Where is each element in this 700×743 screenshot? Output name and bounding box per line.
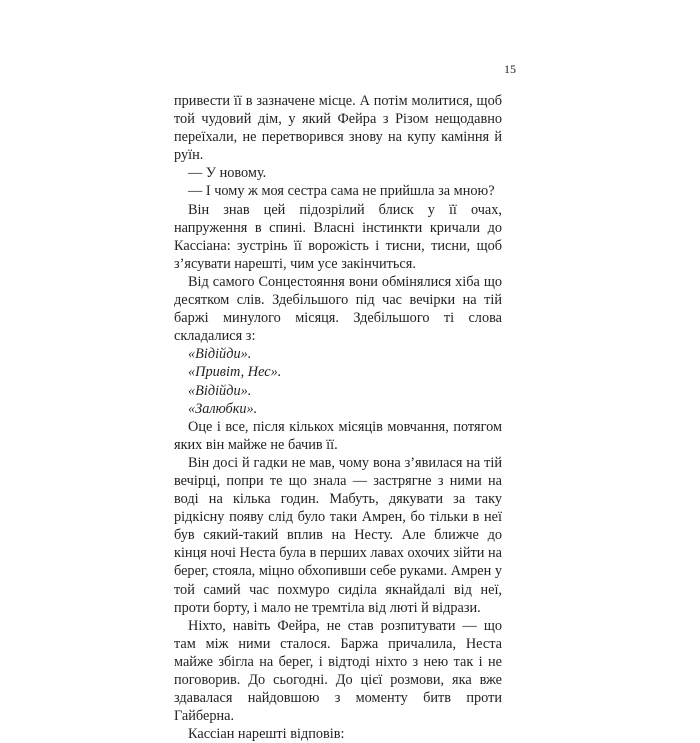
paragraph: привести її в зазначене місце. А потім молитися, щоб той чудовий дім, у який Фейра з Різом нещодавно переїхали, не перетворився знову на купу каміння й руїн. (174, 93, 502, 164)
paragraph: Кассіан нарешті відповів: (188, 726, 345, 743)
quoted-phrase: «Відійди». (188, 346, 252, 363)
dialogue-line: — У новому. (188, 165, 267, 182)
quoted-phrase: «Привіт, Нес». (188, 364, 282, 381)
paragraph: Від самого Сонцестояння вони обмінялися хіба що десятком слів. Здебільшого під час вечірки на тій баржі минулого місяця. Здебільшого ті слова складалися з: (174, 273, 502, 345)
paragraph: Ніхто, навіть Фейра, не став розпитувати — що там між ними сталося. Баржа причалила, Неста майже збігла на берег, і відтоді ніхто з нею так і не поговорив. До сьогодні. До цієї розмови, яка вже здавалася найдовшою з моменту битв проти Гайберна. (174, 617, 502, 725)
quoted-phrase: «Залюбки». (188, 400, 258, 417)
paragraph: Оце і все, після кількох місяців мовчання, потягом яких він майже не бачив її. (174, 418, 502, 453)
body-text (174, 92, 502, 743)
paragraph: Він знав цей підозрілий блиск у її очах, напруження в спині. Власні інстинкти кричали до Кассіана: зустрінь її ворожість і тисни, тисни, щоб з’ясувати нарешті, чим усе закінчиться. (174, 201, 502, 272)
quoted-phrase: «Відійди». (188, 382, 252, 399)
dialogue-line: — І чому ж моя сестра сама не прийшла за мною? (188, 183, 495, 200)
paragraph: Він досі й гадки не мав, чому вона з’явилася на тій вечірці, попри те що знала — застрягне з ними на воді на кілька годин. Мабуть, дякувати за таку рідкісну появу слід було таки Амрен, бо тільки в неї був сякий-такий вплив на Несту. Але ближче до кінця ночі Неста була в перших лавах охочих зійти на берег, стояла, міцно обхопивши себе руками. Амрен у той самий час похмуро сиділа якнайдалі від неї, проти борту, і мало не тремтіла від люті й відрази. (174, 454, 502, 616)
page-number: 15 (504, 62, 516, 76)
